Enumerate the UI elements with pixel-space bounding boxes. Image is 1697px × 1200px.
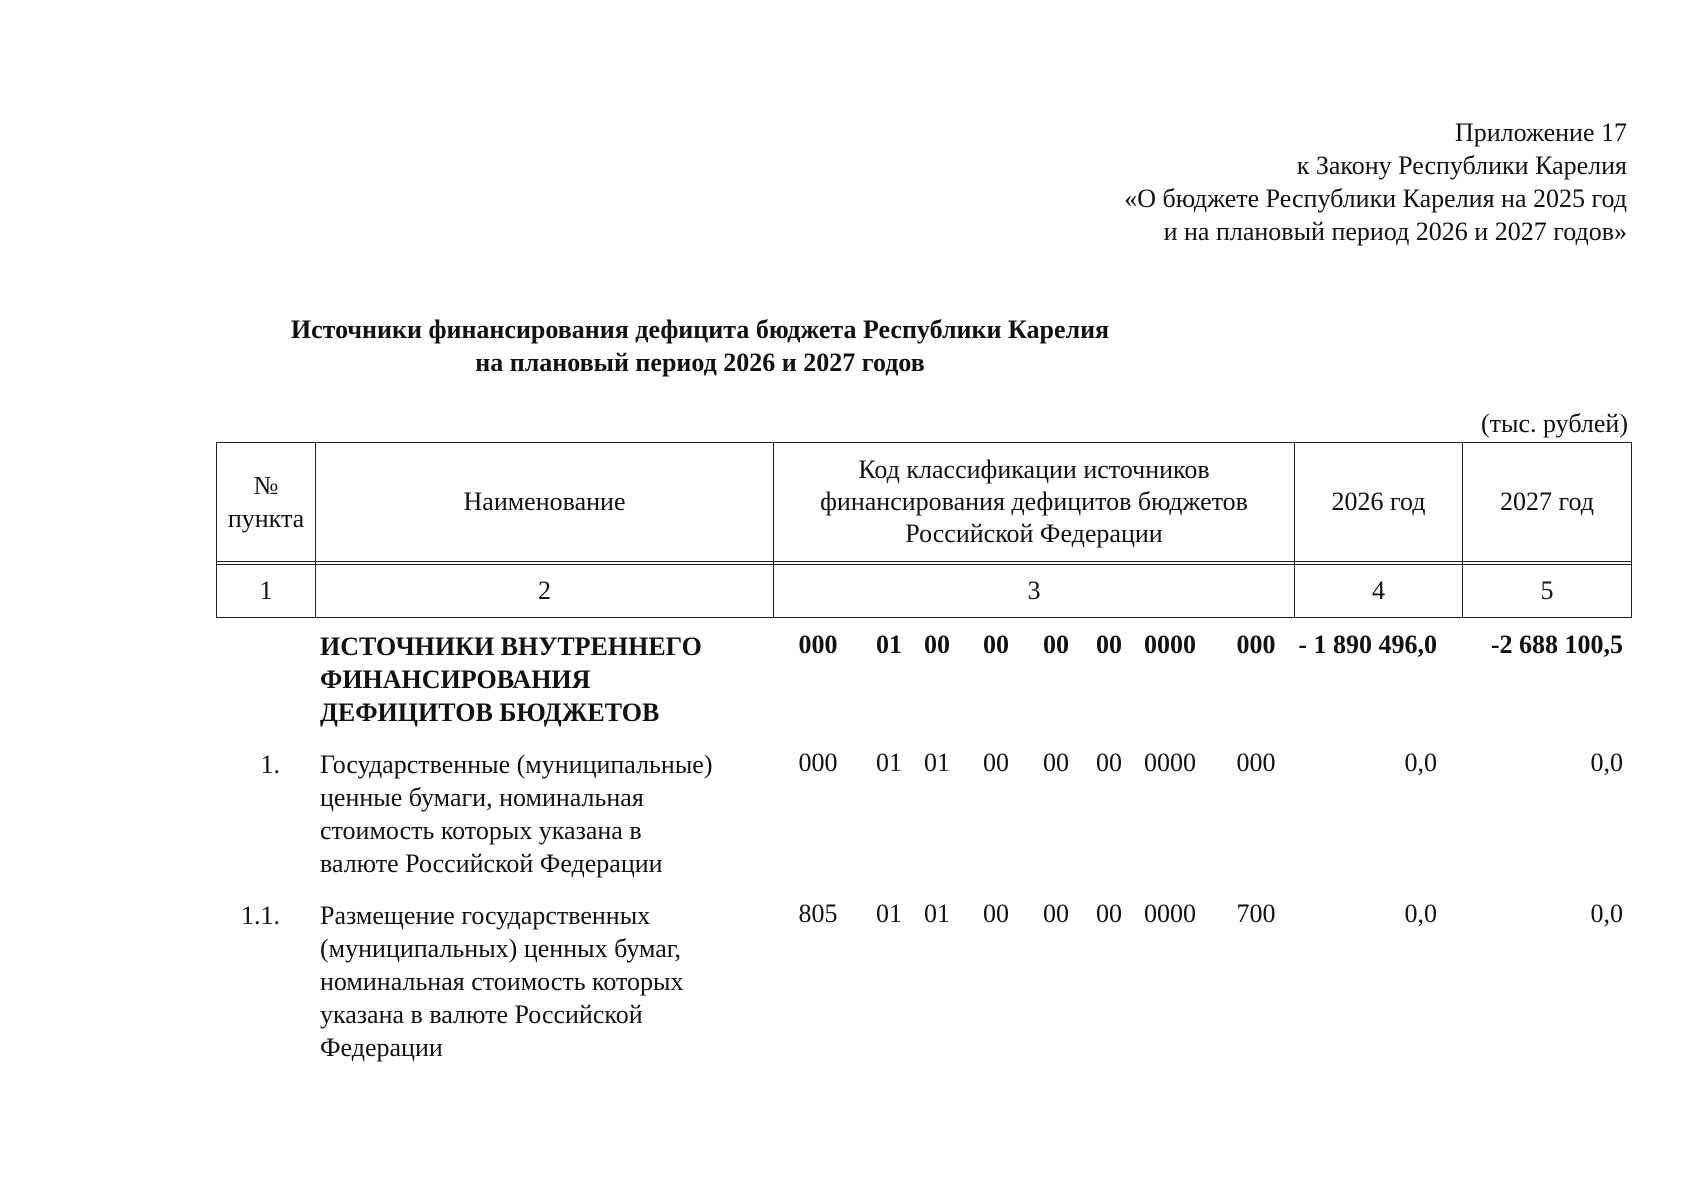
header-code-line: финансирования дефицитов бюджетов [820,487,1248,516]
row-name-line: ИСТОЧНИКИ ВНУТРЕННЕГО [320,632,702,661]
column-number: 2 [316,565,774,618]
appendix-line: к Закону Республики Карелия [1296,151,1627,180]
row-number: 1. [260,750,280,779]
appendix-line: «О бюджете Республики Карелия на 2025 год [1124,184,1627,213]
header-code-line: Российской Федерации [905,519,1163,548]
code-part: 00 [1096,899,1122,928]
row-name-line: указана в валюте Российской [320,1000,643,1029]
code-part: 00 [1043,630,1069,659]
code-part: 805 [798,899,838,928]
row-name-line: стоимость которых указана в [320,816,642,845]
value-2026: 0,0 [1404,899,1437,928]
code-part: 01 [924,899,950,928]
column-number-row [217,565,1632,618]
appendix-line: и на плановый период 2026 и 2027 годов» [1163,217,1627,246]
row-name-line: валюте Российской Федерации [320,849,663,878]
code-part: 0000 [1144,899,1196,928]
code-part: 00 [983,748,1009,777]
code-part: 000 [798,630,838,659]
value-2026: - 1 890 496,0 [1298,630,1437,659]
appendix-line: Приложение 17 [1454,118,1627,147]
document-title [0,313,1400,379]
value-2027: 0,0 [1590,748,1623,777]
row-name [320,630,760,729]
row-name-line: ценные бумаги, номинальная [320,783,644,812]
code-part: 00 [983,630,1009,659]
code-part: 0000 [1144,630,1196,659]
row-name-line: ФИНАНСИРОВАНИЯ [320,665,591,694]
header-2027: 2027 год [1463,443,1632,562]
units-note: (тыс. рублей) [1480,409,1628,438]
code-part: 01 [876,748,902,777]
code-part: 01 [924,748,950,777]
row-name [320,748,760,880]
row-name-line: номинальная стоимость которых [320,967,684,996]
code-part: 000 [798,748,838,777]
row-name [320,899,760,1064]
code-part: 000 [1236,748,1276,777]
header-number [217,443,316,562]
code-part: 0000 [1144,748,1196,777]
title-line-1: Источники финансирования дефицита бюджета Республики Карелия [290,315,1110,344]
header-2026: 2026 год [1295,443,1463,562]
row-number: 1.1. [241,901,280,930]
header-code [774,443,1295,562]
header-code-line: Код классификации источников [858,455,1210,484]
code-part: 01 [876,630,902,659]
header-row [217,443,1632,562]
header-name: Наименование [316,443,774,562]
code-part: 000 [1236,630,1276,659]
value-2027: -2 688 100,5 [1490,630,1623,659]
table-header [216,442,1632,618]
row-name-line: (муниципальных) ценных бумаг, [320,934,682,963]
code-part: 00 [1043,899,1069,928]
code-part: 00 [983,899,1009,928]
row-name-line: Размещение государственных [320,901,651,930]
code-part: 700 [1236,899,1276,928]
code-part: 01 [876,899,902,928]
column-number: 5 [1463,565,1632,618]
code-part: 00 [1096,748,1122,777]
code-part: 00 [1096,630,1122,659]
appendix-heading [1124,116,1627,248]
title-line-2: на плановый период 2026 и 2027 годов [475,348,925,377]
row-name-line: Федерации [320,1033,443,1062]
row-name-line: ДЕФИЦИТОВ БЮДЖЕТОВ [320,698,660,727]
row-name-line: Государственные (муниципальные) [320,750,713,779]
header-number-sign: № [253,471,279,500]
header-number-label: пункта [227,504,305,533]
column-number: 4 [1295,565,1463,618]
column-number: 1 [217,565,316,618]
value-2027: 0,0 [1590,899,1623,928]
code-part: 00 [924,630,950,659]
column-number: 3 [774,565,1295,618]
value-2026: 0,0 [1404,748,1437,777]
code-part: 00 [1043,748,1069,777]
